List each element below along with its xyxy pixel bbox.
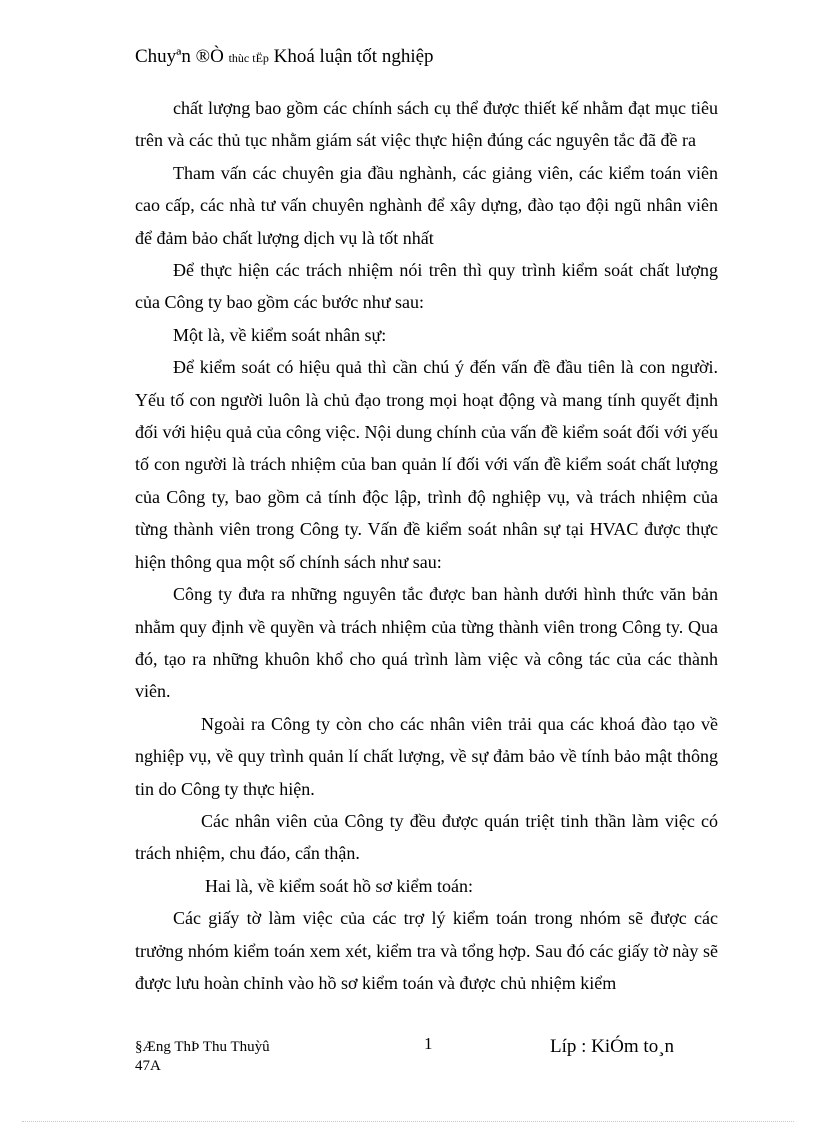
paragraph: Ngoài ra Công ty còn cho các nhân viên trải qua các khoá đào tạo về nghiệp vụ, về quy trình quản lí chất lượng, về sự đảm bảo về tính bảo mật thông tin do Công ty thực hiện.: [135, 713, 718, 799]
page-header: [135, 46, 434, 68]
document-body: [135, 92, 718, 999]
paragraph: Tham vấn các chuyên gia đầu nghành, các giảng viên, các kiểm toán viên cao cấp, các nhà tư vấn chuyên nghành để xây dựng, đào tạo đội ngũ nhân viên để đảm bảo chất lượng dịch vụ là tốt nhất: [135, 162, 718, 248]
header-thesis-title: Khoá luận tốt nghiệp: [273, 46, 434, 67]
paragraph: Công ty đưa ra những nguyên tắc được ban hành dưới hình thức văn bản nhằm quy định về quyền và trách nhiệm của từng thành viên trong Công ty. Qua đó, tạo ra những khuôn khổ cho quá trình làm việc và công tác của các thành viên.: [135, 584, 718, 702]
header-internship-label: thùc tËp: [228, 51, 269, 65]
section-heading: Hai là, về kiểm soát hồ sơ kiểm toán:: [205, 875, 473, 896]
paragraph: Các nhân viên của Công ty đều được quán triệt tinh thần làm việc có trách nhiệm, chu đáo, cẩn thận.: [135, 810, 718, 864]
page-bottom-divider: [22, 1121, 794, 1122]
footer-author-class: 47A: [135, 1058, 161, 1074]
section-heading: Một là, về kiểm soát nhân sự:: [173, 324, 387, 345]
page-number: 1: [424, 1034, 433, 1053]
paragraph: Các giấy tờ làm việc của các trợ lý kiểm toán trong nhóm sẽ được các trưởng nhóm kiểm toán xem xét, kiểm tra và tổng hợp. Sau đó các giấy tờ này sẽ được lưu hoàn chỉnh vào hồ sơ kiểm toán và được chủ nhiệm kiểm: [135, 908, 718, 993]
paragraph: chất lượng bao gồm các chính sách cụ thể được thiết kế nhằm đạt mục tiêu trên và các thủ tục nhằm giám sát việc thực hiện đúng các nguyên tắc đã đề ra: [135, 98, 718, 151]
paragraph: Để kiểm soát có hiệu quả thì cần chú ý đến vấn đề đầu tiên là con người. Yếu tố con người luôn là chủ đạo trong mọi hoạt động và mang tính quyết định đối với hiệu quả của công việc. Nội dung chính của vấn đề kiểm soát đối với yếu tố con người là trách nhiệm của ban quản lí đối với vấn đề kiểm soát chất lượng của Công ty, bao gồm cả tính độc lập, trình độ nghiệp vụ, và trách nhiệm của từng thành viên trong Công ty. Vấn đề kiểm soát nhân sự tại HVAC được thực hiện thông qua một số chính sách như sau:: [135, 357, 718, 572]
header-thesis-type: Chuyªn ®Ò: [135, 46, 224, 67]
footer-author-name: §Æng ThÞ Thu Thuỳû: [135, 1039, 270, 1055]
footer-author: [135, 1038, 270, 1076]
footer-class-label: Líp : KiÓm to¸n: [550, 1036, 675, 1057]
paragraph: Để thực hiện các trách nhiệm nói trên thì quy trình kiểm soát chất lượng của Công ty bao gồm các bước như sau:: [135, 260, 718, 313]
